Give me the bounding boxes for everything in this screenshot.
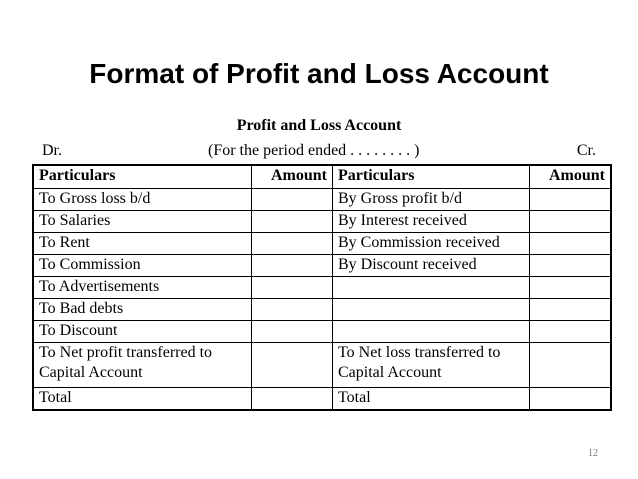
debit-particulars-cell: To Commission	[33, 255, 252, 277]
credit-amount-cell	[530, 321, 612, 343]
header-debit-particulars: Particulars	[33, 165, 252, 189]
debit-amount-cell	[252, 189, 333, 211]
credit-amount-cell	[530, 255, 612, 277]
table-header-row	[33, 165, 611, 189]
credit-particulars-cell	[333, 321, 530, 343]
credit-amount-cell	[530, 189, 612, 211]
table-row	[33, 321, 611, 343]
period-label: (For the period ended . . . . . . . . )	[208, 142, 420, 159]
credit-amount-cell	[530, 388, 612, 411]
credit-particulars-cell: By Commission received	[333, 233, 530, 255]
debit-amount-cell	[252, 277, 333, 299]
table-row	[33, 189, 611, 211]
debit-particulars-cell: To Discount	[33, 321, 252, 343]
debit-amount-cell	[252, 343, 333, 388]
credit-particulars-cell: By Interest received	[333, 211, 530, 233]
debit-particulars-cell: Total	[33, 388, 252, 411]
credit-particulars-cell	[333, 277, 530, 299]
debit-amount-cell	[252, 211, 333, 233]
debit-label: Dr.	[42, 142, 62, 159]
credit-particulars-cell: By Discount received	[333, 255, 530, 277]
credit-particulars-cell: To Net loss transferred to Capital Account	[333, 343, 530, 388]
header-credit-amount: Amount	[530, 165, 612, 189]
credit-particulars-cell	[333, 299, 530, 321]
profit-loss-table	[32, 164, 612, 411]
debit-amount-cell	[252, 233, 333, 255]
credit-particulars-cell: By Gross profit b/d	[333, 189, 530, 211]
debit-amount-cell	[252, 299, 333, 321]
debit-amount-cell	[252, 255, 333, 277]
credit-particulars-cell: Total	[333, 388, 530, 411]
debit-particulars-cell: To Salaries	[33, 211, 252, 233]
table-row	[33, 255, 611, 277]
table-row	[33, 277, 611, 299]
debit-particulars-cell: To Bad debts	[33, 299, 252, 321]
header-debit-amount: Amount	[252, 165, 333, 189]
debit-amount-cell	[252, 321, 333, 343]
debit-particulars-cell: To Advertisements	[33, 277, 252, 299]
table-row	[33, 211, 611, 233]
credit-label: Cr.	[576, 142, 596, 159]
dr-cr-line	[32, 142, 606, 162]
account-title: Profit and Loss Account	[236, 117, 402, 134]
slide-title: Format of Profit and Loss Account	[89, 58, 549, 89]
credit-amount-cell	[530, 343, 612, 388]
credit-amount-cell	[530, 211, 612, 233]
debit-particulars-cell: To Rent	[33, 233, 252, 255]
table-row	[33, 233, 611, 255]
table-row	[33, 388, 611, 411]
credit-amount-cell	[530, 233, 612, 255]
table-row	[33, 299, 611, 321]
debit-particulars-cell: To Net profit transferred to Capital Account	[33, 343, 252, 388]
debit-amount-cell	[252, 388, 333, 411]
credit-amount-cell	[530, 277, 612, 299]
debit-particulars-cell: To Gross loss b/d	[33, 189, 252, 211]
header-credit-particulars: Particulars	[333, 165, 530, 189]
page-number: 12	[588, 448, 598, 459]
table-row	[33, 343, 611, 388]
credit-amount-cell	[530, 299, 612, 321]
